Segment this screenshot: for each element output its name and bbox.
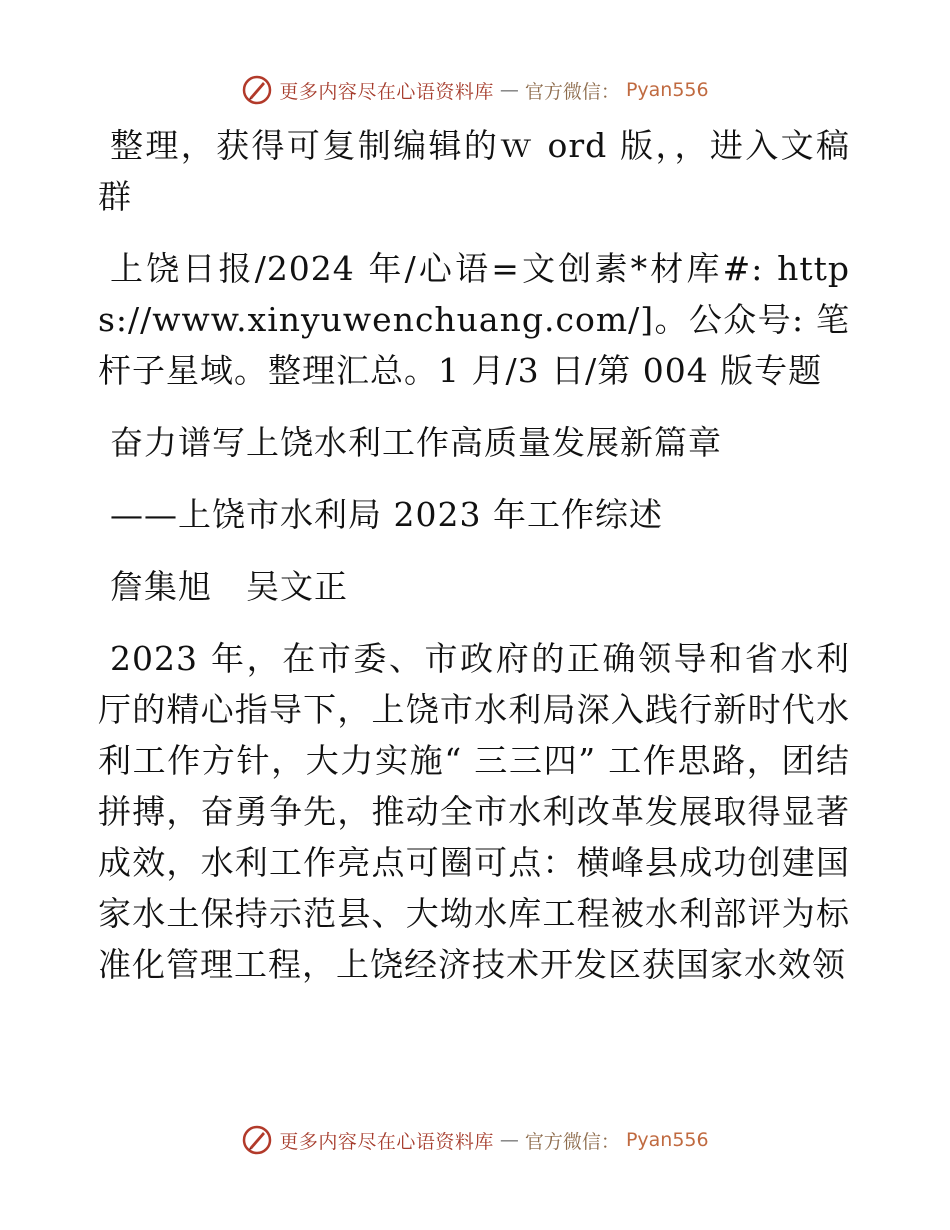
banner-wechat-id: Pyan556 — [625, 79, 709, 101]
body-paragraph: 2023 年，在市委、市政府的正确领导和省水利厅的精心指导下，上饶市水利局深入践行新时代水利工作方针，大力实施“ 三三四” 工作思路，团结拼搏，奋勇争先，推动全市水利改革发展取得显著成效，水利工作亮点可圈可点：横峰县成功创建国家水土保持示范县、大坳水库工程被水利部评为标准化管理工程，上饶经济技术开发区获国家水效领 — [98, 639, 850, 984]
intro-paragraph: 整理，获得可复制编辑的ｗ ord 版，，进入文稿群 — [98, 126, 850, 216]
article-subtitle: ——上饶市水利局 2023 年工作综述 — [110, 495, 663, 534]
banner-wechat-id: Pyan556 — [625, 1129, 709, 1151]
banner-separator: — — [499, 1129, 519, 1151]
quill-logo-icon — [241, 1124, 273, 1156]
document-body — [98, 120, 850, 1011]
article-title: 奋力谱写上饶水利工作高质量发展新篇章 — [110, 423, 722, 462]
banner-slogan: 更多内容尽在心语资料库 — [279, 80, 494, 103]
source-paragraph: 上饶日报/2024 年/心语=文创素*材库#: https://www.xinyuwenchuang.com/]。公众号: 笔杆子星域。整理汇总。1 月/3 日/第 004 版专题 — [98, 249, 850, 390]
footer-banner — [0, 1120, 950, 1160]
banner-slogan: 更多内容尽在心语资料库 — [279, 1130, 494, 1153]
header-banner — [0, 70, 950, 110]
banner-separator: — — [499, 79, 519, 101]
banner-wechat-label: 官方微信： — [524, 1130, 620, 1153]
banner-wechat-label: 官方微信： — [524, 80, 620, 103]
quill-logo-icon — [241, 74, 273, 106]
article-authors: 詹集旭 吴文正 — [110, 567, 348, 606]
